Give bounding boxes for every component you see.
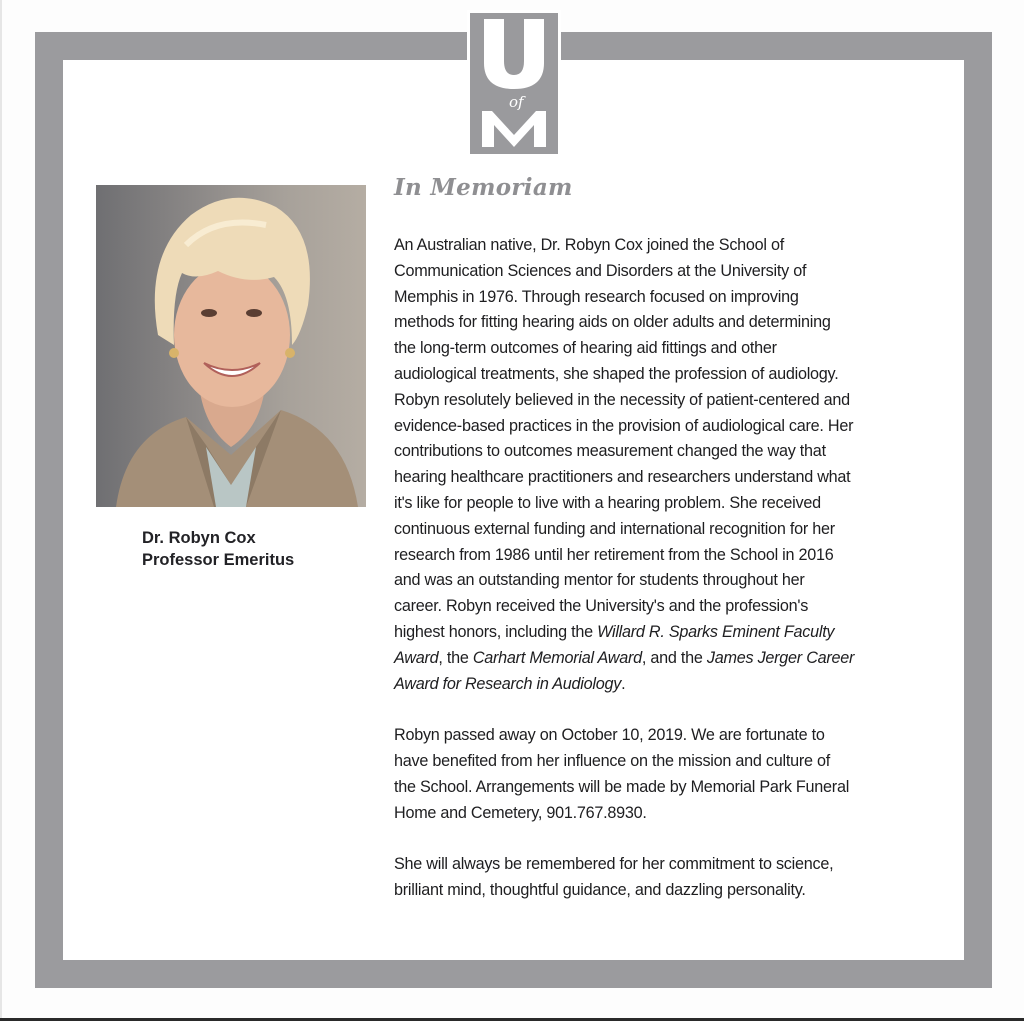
text-line: methods for fitting hearing aids on older adults and determining bbox=[394, 313, 831, 332]
award-james-jerger-cont: Award for Research in Audiology bbox=[394, 674, 622, 693]
text-fragment: . bbox=[621, 674, 626, 693]
text-fragment: , and the bbox=[641, 648, 707, 667]
page-title: In Memoriam bbox=[394, 174, 573, 201]
paragraph-passing bbox=[394, 723, 959, 826]
text-line bbox=[394, 646, 959, 672]
text-fragment: highest honors, including the bbox=[394, 622, 598, 641]
svg-text:of: of bbox=[509, 93, 524, 111]
text-line: the School. Arrangements will be made by Memorial Park Funeral bbox=[394, 777, 850, 796]
caption-name: Dr. Robyn Cox bbox=[142, 529, 256, 547]
portrait-image bbox=[96, 185, 366, 507]
text-line: Home and Cemetery, 901.767.8930. bbox=[394, 803, 647, 822]
portrait-photo bbox=[96, 185, 366, 507]
text-line bbox=[394, 620, 959, 646]
text-line: hearing healthcare practitioners and researchers understand what bbox=[394, 468, 851, 487]
text-line: research from 1986 until her retirement from the School in 2016 bbox=[394, 545, 834, 564]
u-of-m-logo-icon bbox=[470, 13, 558, 154]
caption-title: Professor Emeritus bbox=[142, 551, 295, 569]
award-willard-sparks: Willard R. Sparks Eminent Faculty bbox=[597, 622, 835, 641]
university-of-memphis-logo bbox=[467, 10, 561, 157]
text-line: Memphis in 1976. Through research focused on improving bbox=[394, 287, 799, 306]
portrait-caption bbox=[142, 527, 294, 571]
text-line bbox=[394, 672, 959, 698]
page-left-edge bbox=[0, 0, 2, 1021]
award-james-jerger: James Jerger Career bbox=[706, 648, 855, 667]
text-line: Robyn passed away on October 10, 2019. We are fortunate to bbox=[394, 726, 825, 745]
award-willard-sparks-cont: Award bbox=[394, 648, 439, 667]
text-line: it's like for people to live with a hearing problem. She received bbox=[394, 493, 821, 512]
memorial-text bbox=[394, 233, 959, 930]
text-line: She will always be remembered for her commitment to science, bbox=[394, 855, 834, 874]
text-line: continuous external funding and international recognition for her bbox=[394, 519, 835, 538]
text-line: career. Robyn received the University's and the profession's bbox=[394, 597, 809, 616]
award-carhart-memorial: Carhart Memorial Award bbox=[472, 648, 642, 667]
paragraph-biography bbox=[394, 233, 959, 697]
text-line: brilliant mind, thoughtful guidance, and dazzling personality. bbox=[394, 880, 806, 899]
text-line: have benefited from her influence on the mission and culture of bbox=[394, 751, 830, 770]
text-line: and was an outstanding mentor for students throughout her bbox=[394, 571, 805, 590]
text-line: Communication Sciences and Disorders at the University of bbox=[394, 261, 807, 280]
text-fragment: , the bbox=[438, 648, 473, 667]
text-line: contributions to outcomes measurement changed the way that bbox=[394, 442, 826, 461]
text-line: the long-term outcomes of hearing aid fittings and other bbox=[394, 339, 777, 358]
text-line: audiological treatments, she shaped the profession of audiology. bbox=[394, 364, 839, 383]
paragraph-remembrance bbox=[394, 852, 959, 904]
text-line: evidence-based practices in the provision of audiological care. Her bbox=[394, 416, 854, 435]
text-line: An Australian native, Dr. Robyn Cox joined the School of bbox=[394, 236, 785, 254]
text-line: Robyn resolutely believed in the necessity of patient-centered and bbox=[394, 390, 850, 409]
